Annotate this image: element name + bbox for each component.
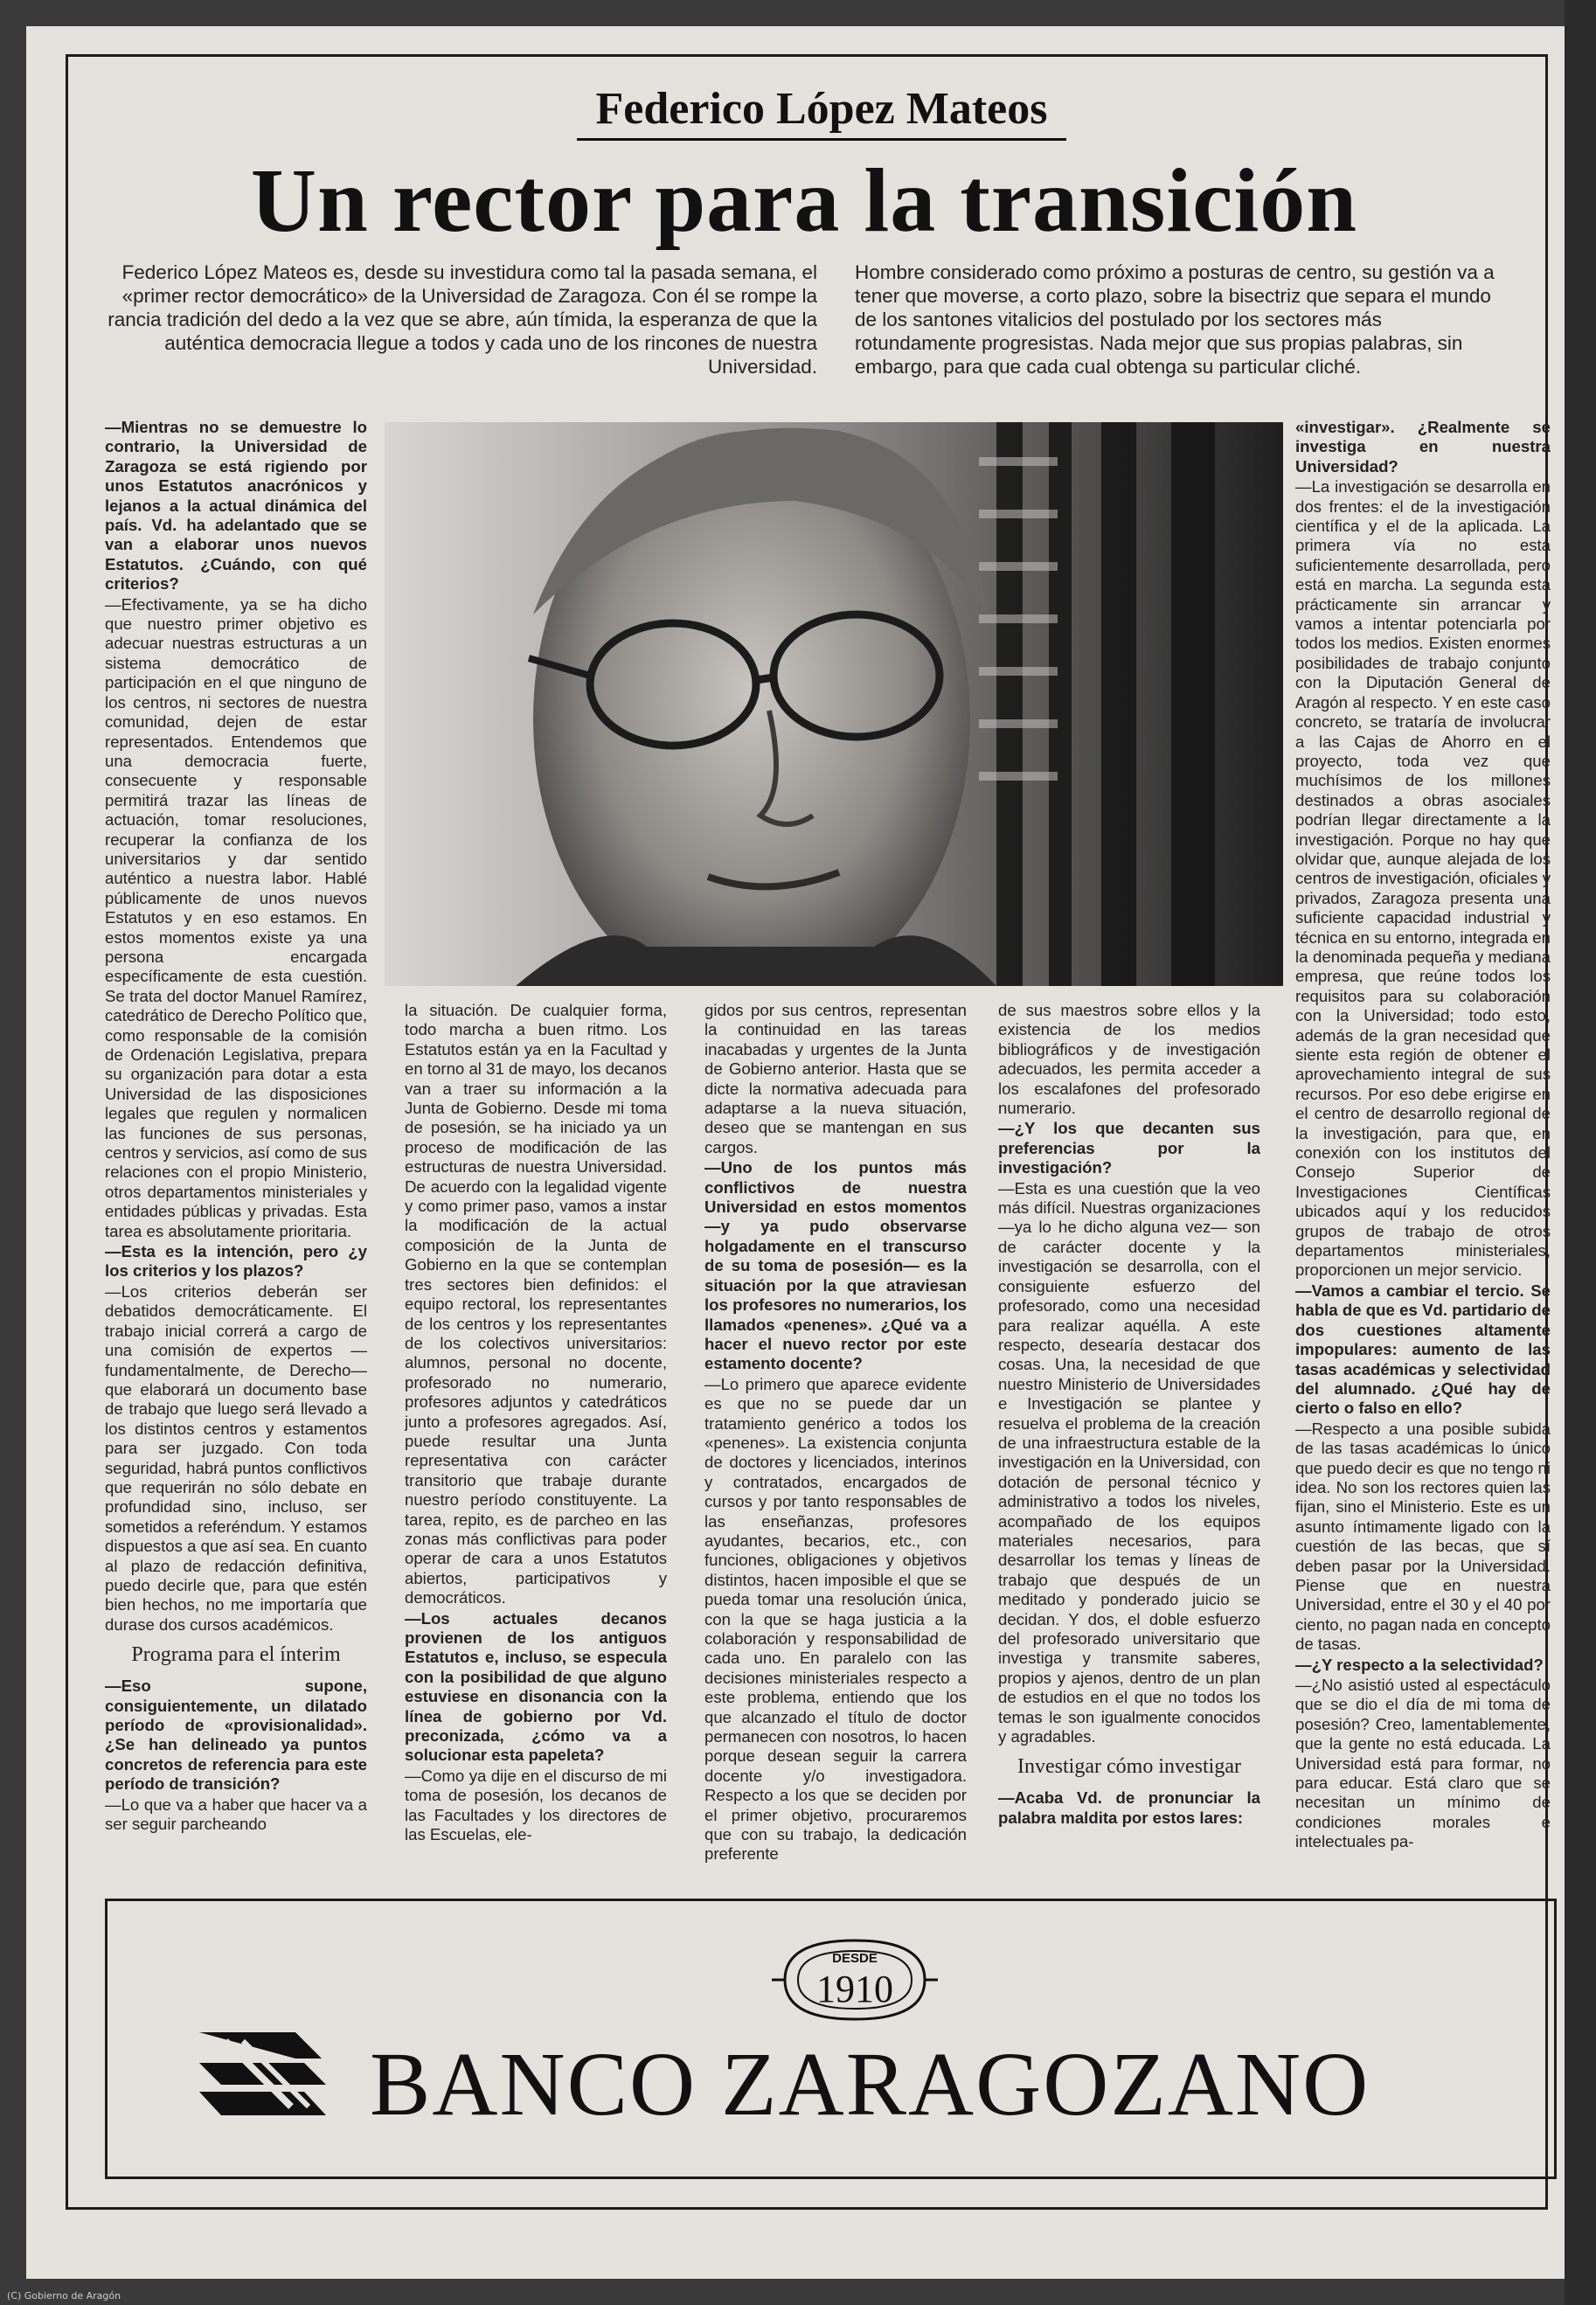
question: —Esta es la intención, pero ¿y los criterios y los plazos? [105, 1242, 367, 1281]
column-1 [105, 418, 367, 1895]
bank-name: BANCO ZARAGOZANO [370, 2034, 1370, 2135]
question: «investigar». ¿Realmente se investiga en nuestra Universidad? [1295, 418, 1551, 476]
column-4 [998, 1001, 1260, 1892]
column-2 [405, 1001, 667, 1892]
answer: la situación. De cualquier forma, todo marcha a buen ritmo. Los Estatutos están ya en la Facultad y en torno al 31 de mayo, los decanos van a traer su información a la Junta de Gobierno. Desde mi toma de posesión, se ha iniciado ya un proceso de modificación de las estructuras de nuestra Universidad. De acuerdo con la legalidad vigente y como primer paso, vamos a instar la modificación de la actual composición de la Junta de Gobierno en la que se contemplan tres sectores bien definidos: el equipo rectoral, los representantes de los centros y los representantes de los colectivos universitarios: alumnos, personal no docente, profesorado no numerario, profesores adjuntos y catedráticos junto a profesores agregados. Así, puede resultar una Junta representativa con carácter transitorio que trabaje durante nuestro período constituyente. La tarea, repito, es de parcheo en las zonas más conflictivas para poder operar de cara a unos Estatutos abiertos, participativos y democráticos. [405, 1001, 667, 1607]
question: —Acaba Vd. de pronunciar la palabra maldita por estos lares: [998, 1788, 1260, 1827]
answer: de sus maestros sobre ellos y la existencia de los medios bibliográficos y de investigación adecuados, les permita acceder a los escalafones del profesorado numerario. [998, 1001, 1260, 1118]
question: —¿Y los que decanten sus preferencias por la investigación? [998, 1119, 1260, 1177]
question: —Los actuales decanos provienen de los antiguos Estatutos e, incluso, se especula con la posibilidad de que alguno estuviese en disonancia con la línea de gobierno por Vd. preconizada, ¿cómo va a solucionar esta papeleta? [405, 1608, 667, 1765]
column-3 [704, 1001, 967, 1892]
subheading: Programa para el ínterim [131, 1643, 341, 1667]
answer: —Efectivamente, ya se ha dicho que nuestro primer objetivo es adecuar nuestras estructuras a un sistema democrático de participación en el que ninguno de los centros, ni sectores de nuestra comunidad, dejen de estar representados. Entendemos que una democracia fuerte, consecuente y responsable permitirá trazar las líneas de actuación, tomar resoluciones, recuperar la confianza de los universitarios y dar sentido auténtico a nuestra labor. Hablé públicamente de unos nuevos Estatutos y en eso estamos. En estos momentos existe ya una persona encargada específicamente de esta cuestión. Se trata del doctor Manuel Ramírez, catedrático de Derecho Político que, como responsable de la comisión de Ordenación Legislativa, prepara su organización para dotar a esta Universidad de las disposiciones legales que regulen y normalicen las funciones de sus personas, centros y servicios, así como de sus relaciones con el propio Ministerio, otros departamentos ministeriales y entidades públicas y privadas. Esta tarea es absolutamente prioritaria. [105, 594, 367, 1240]
intro-right: Hombre considerado como próximo a posturas de centro, su gestión va a tener que moverse, a corto plazo, sobre la bisectriz que separa el mundo de los santones vitalicios del postulado por los sectores más rotundamente progresistas. Nada mejor que sus propias palabras, sin embargo, para que cada cual obtenga su particular cliché. [855, 261, 1495, 378]
answer: —Lo primero que aparece evidente es que no se puede dar un tratamiento genérico a todos los «penenes». La existencia conjunta de doctores y licenciados, interinos y contratados, encargados de cursos y por tanto responsables de las enseñanzas, profesores ayudantes, becarios, etc., con funciones, obligaciones y objetivos distintos, hacen imposible el que se pueda tomar una resolución única, con la que se haga justicia a la colaboración y responsabilidad de cada uno. En paralelo con las decisiones ministeriales respecto a este problema, entiendo que los que alcanzado el título de doctor permanecen con nosotros, lo hacen porque desean seguir la carrera docente y/o investigadora. Respecto a los que se deciden por el primer objetivo, procuraremos que con su trabajo, la dedicación preferente [704, 1374, 967, 1864]
answer: —Los criterios deberán ser debatidos democráticamente. El trabajo inicial correrá a cargo de una comisión de expertos —fundamentalmente, de Derecho— que elaborará un documento base de trabajo que luego será llevado a los distintos centros y estamentos para ser juzgado. Con toda seguridad, habrá puntos conflictivos que requerirán no sólo debate en profundidad sino, incluso, ser sometidos a referéndum. Y estamos dispuestos a que así sea. En cuanto al plazo de redacción definitiva, puedo decirle que, para que estén bien hechos, no me importaría que durase dos cursos académicos. [105, 1281, 367, 1634]
intro-left: Federico López Mateos es, desde su investidura como tal la pasada semana, el «primer rector democrático» de la Universidad de Zaragoza. Con él se rompe la rancia tradición del dedo a la vez que se abre, aún tímida, la esperanza de que la auténtica democracia llegue a todos y cada uno de los rincones de nuestra Universidad. [108, 261, 817, 378]
article-kicker: Federico López Mateos [577, 83, 1066, 141]
answer: —Esta es una cuestión que la veo más difícil. Nuestras organizaciones —ya lo he dicho alguna vez— son de carácter docente y la investigación se desarrolla, con el consiguiente esfuerzo del profesorado, como una necesidad para realizar aquélla. A este respecto, desearía destacar dos cosas. Una, la necesidad de que nuestro Ministerio de Universidades e Investigación se plantee y resuelva el problema de la creación de una infraestructura estable de la investigación en la Universidad, con dotación de personal técnico y administrativo a todos los niveles, acompañado de los equipos materiales necesarios, para desarrollar los temas y líneas de trabajo que después de un meditado y ponderado juicio se decidan. Y dos, el doble esfuerzo del profesorado universitario que investiga y transmite saberes, propios y ajenos, dentro de un plan de estudios en el que no todos los temas le son igualmente conocidos y agradables. [998, 1178, 1260, 1746]
subheading: Investigar cómo investigar [1017, 1755, 1241, 1779]
question: —Eso supone, consiguientemente, un dilatado período de «provisionalidad». ¿Se han delineado ya puntos concretos de referencia para este período de transición? [105, 1677, 367, 1794]
answer: —Respecto a una posible subida de las tasas académicas lo único que puedo decir es que no tengo ni idea. No son los rectores quien las fijan, sino el Ministerio. Este es un asunto íntimamente ligado con la cuestión de las becas, que sí deben pasar por la Universidad. Piense que en nuestra Universidad, entre el 30 y el 40 por ciento, no pagan nada en concepto de tasas. [1295, 1419, 1551, 1654]
answer: —Lo que va a haber que hacer va a ser seguir parcheando [105, 1795, 367, 1834]
image-credit: (C) Gobierno de Aragón [7, 2290, 121, 2302]
badge-year: 1910 [816, 1968, 893, 2010]
portrait-photo [385, 422, 1283, 986]
since-badge [767, 1932, 942, 2028]
answer: gidos por sus centros, representan la continuidad en las tareas inacabadas y urgentes de la Junta de Gobierno anterior. Hasta que se dicte la normativa adecuada para adaptarse a la nueva situación, deseo que se mantengan en sus cargos. [704, 1001, 967, 1156]
article-headline: Un rector para la transición [250, 150, 1358, 251]
bank-logo-icon [191, 2024, 330, 2128]
answer: —¿No asistió usted al espectáculo que se dio el día de mi toma de posesión? Creo, lamentablemente, que la gente no está educada. La Universidad está para formar, no para educar. Está claro que se necesitan un mínimo de condiciones morales e intelectuales pa- [1295, 1676, 1551, 1851]
page-edge [1565, 0, 1596, 2305]
question: —Uno de los puntos más conflictivos de nuestra Universidad en estos momentos —y ya pudo observarse holgadamente en el transcurso de su toma de posesión— es la situación por la que atraviesan los profesores no numerarios, los llamados «penenes». ¿Qué va a hacer el nuevo rector por este estamento docente? [704, 1158, 967, 1373]
column-5 [1295, 418, 1551, 1895]
bank-advertisement [105, 1899, 1557, 2179]
question: —¿Y respecto a la selectividad? [1295, 1655, 1544, 1674]
answer: —Como ya dije en el discurso de mi toma de posesión, los decanos de las Facultades y los directores de las Escuelas, ele- [405, 1766, 667, 1844]
question: —Vamos a cambiar el tercio. Se habla de que es Vd. partidario de dos cuestiones altamente impopulares: aumento de las tasas académicas y selectividad del alumnado. ¿Qué hay de cierto o falso en ello? [1295, 1281, 1551, 1418]
question: —Mientras no se demuestre lo contrario, la Universidad de Zaragoza se está rigiendo por unos Estatutos anacrónicos y lejanos a la actual dinámica del país. Vd. ha adelantado que se van a elaborar unos nuevos Estatutos. ¿Cuándo, con qué criterios? [105, 418, 367, 594]
badge-desde: DESDE [832, 1951, 878, 1966]
answer: —La investigación se desarrolla en dos frentes: el de la investigación científica y el de la aplicada. La primera vía no está suficientemente desarrollada, pero está en marcha. La segunda está prácticamente sin arrancar y vamos a intentar potenciarla por todos los medios. Existen enormes posibilidades de trabajo conjunto con la Diputación General de Aragón al respecto. Y en este caso concreto, se trataría de involucrar a las Cajas de Ahorro en el proyecto, toda vez que muchísimos de los millones destinados a obras asociales podrían llegar directamente a la investigación. Porque no hay que olvidar que, aunque alejada de los centros de investigación, oficiales y privados, Zaragoza presenta una suficiente capacidad industrial y técnica en su entorno, integrada en la denominada pequeña y mediana empresa, que reúne todos los requisitos para su colaboración con la Universidad; todo esto, además de la gran necesidad que siente esta región de obtener el aprovechamiento integral de sus recursos. Por eso debe erigirse en el centro de desarrollo regional de la investigación, para que, en conexión con los institutos del Consejo Superior de Investigaciones Científicas ubicados aquí y los reducidos grupos de trabajo de otros departamentos ministeriales, proporcionen un mejor servicio. [1295, 477, 1551, 1280]
